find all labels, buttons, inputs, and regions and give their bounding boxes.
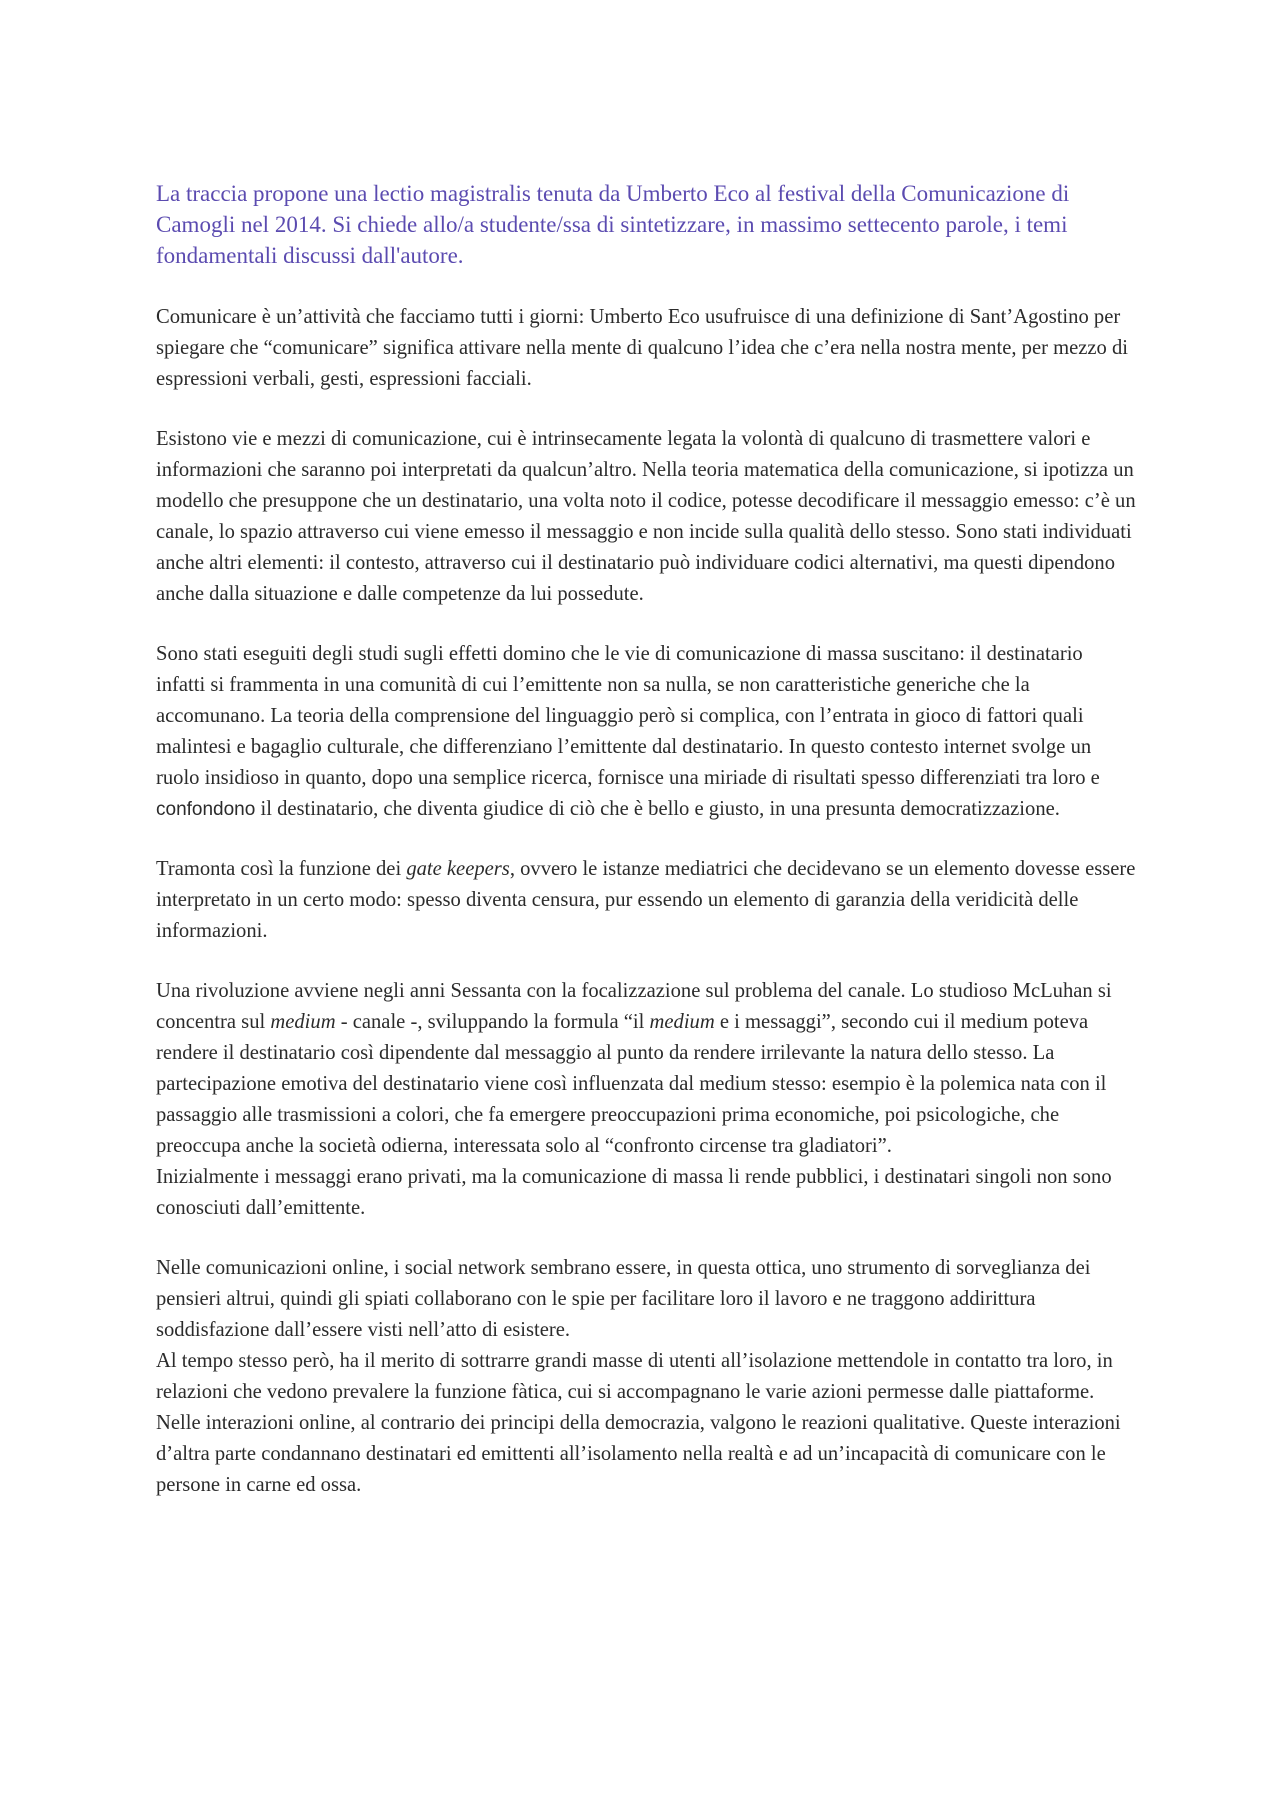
document-body	[156, 178, 1136, 1530]
paragraph-5-text-a: Una rivoluzione avviene negli anni Sessanta con la focalizzazione sul problema del canale. Lo studioso McLuhan si concentra sul	[156, 980, 1112, 1033]
paragraph-5-text-e: e i messaggi”, secondo cui il medium poteva rendere il destinatario così dipendente dal messaggio al punto da rendere irrilevante la natura dello stesso. La partecipazione emotiva del destinatario viene così influenzata dal medium stesso: esempio è la polemica nata con il passaggio alle trasmissioni a colori, che fa emergere preoccupazioni prima economiche, poi psicologiche, che preoccupa anche la società odierna, interessata solo al “confronto circense tra gladiatori”.	[156, 1011, 1107, 1157]
paragraph-4	[156, 854, 1136, 947]
paragraph-3	[156, 639, 1136, 825]
paragraph-6: Inizialmente i messaggi erano privati, ma la comunicazione di massa li rende pubblici, i destinatari singoli non sono conosciuti dall’emittente.	[156, 1166, 1112, 1219]
gate-keepers-term: gate keepers	[406, 858, 510, 880]
assignment-intro: La traccia propone una lectio magistralis tenuta da Umberto Eco al festival della Comunicazione di Camogli nel 2014. Si chiede allo/a studente/ssa di sintetizzare, in massimo settecento parole, i temi fondamentali discussi dall'autore.	[156, 181, 1070, 268]
paragraph-7: Nelle comunicazioni online, i social network sembrano essere, in questa ottica, uno strumento di sorveglianza dei pensieri altrui, quindi gli spiati collaborano con le spie per facilitare loro il lavoro e ne traggono addirittura soddisfazione dall’essere visti nell’atto di esistere.	[156, 1257, 1091, 1341]
paragraph-3-highlight: confondono	[156, 799, 256, 820]
paragraph-4-text-c: , ovvero le istanze mediatrici che decidevano se un elemento dovesse essere interpretato in un certo modo: spesso diventa censura, pur essendo un elemento di garanzia della veridicità delle informazioni.	[156, 858, 1136, 942]
paragraph-5	[156, 976, 1136, 1162]
paragraph-8: Al tempo stesso però, ha il merito di sottrarre grandi masse di utenti all’isolazione mettendole in contatto tra loro, in relazioni che vedono prevalere la funzione fàtica, cui si accompagnano le varie azioni permesse dalle piattaforme. Nelle interazioni online, al contrario dei principi della democrazia, valgono le reazioni qualitative. Queste interazioni d’altra parte condannano destinatari ed emittenti all’isolamento nella realtà e ad un’incapacità di comunicare con le persone in carne ed ossa.	[156, 1350, 1121, 1496]
paragraph-2: Esistono vie e mezzi di comunicazione, cui è intrinsecamente legata la volontà di qualcuno di trasmettere valori e informazioni che saranno poi interpretati da qualcun’altro. Nella teoria matematica della comunicazione, si ipotizza un modello che presuppone che un destinatario, una volta noto il codice, potesse decodificare il messaggio emesso: c’è un canale, lo spazio attraverso cui viene emesso il messaggio e non incide sulla qualità dello stesso. Sono stati individuati anche altri elementi: il contesto, attraverso cui il destinatario può individuare codici alternativi, ma questi dipendono anche dalla situazione e dalle competenze da lui possedute.	[156, 428, 1136, 605]
medium-term-2: medium	[649, 1011, 715, 1033]
medium-term-1: medium	[270, 1011, 336, 1033]
paragraph-3-text-c: il destinatario, che diventa giudice di ciò che è bello e giusto, in una presunta democratizzazione.	[255, 798, 1060, 820]
paragraph-3-text-a: Sono stati eseguiti degli studi sugli effetti domino che le vie di comunicazione di massa suscitano: il destinatario infatti si frammenta in una comunità di cui l’emittente non sa nulla, se non caratteristiche generiche che la accomunano. La teoria della comprensione del linguaggio però si complica, con l’entrata in gioco di fattori quali malintesi e bagaglio culturale, che differenziano l’emittente dal destinatario. In questo contesto internet svolge un ruolo insidioso in quanto, dopo una semplice ricerca, fornisce una miriade di risultati spesso differenziati tra loro e	[156, 643, 1100, 789]
paragraph-1: Comunicare è un’attività che facciamo tutti i giorni: Umberto Eco usufruisce di una definizione di Sant’Agostino per spiegare che “comunicare” significa attivare nella mente di qualcuno l’idea che c’era nella nostra mente, per mezzo di espressioni verbali, gesti, espressioni facciali.	[156, 306, 1128, 390]
paragraph-4-text-a: Tramonta così la funzione dei	[156, 858, 407, 880]
paragraph-5-text-c: - canale -, sviluppando la formula “il	[335, 1011, 650, 1033]
